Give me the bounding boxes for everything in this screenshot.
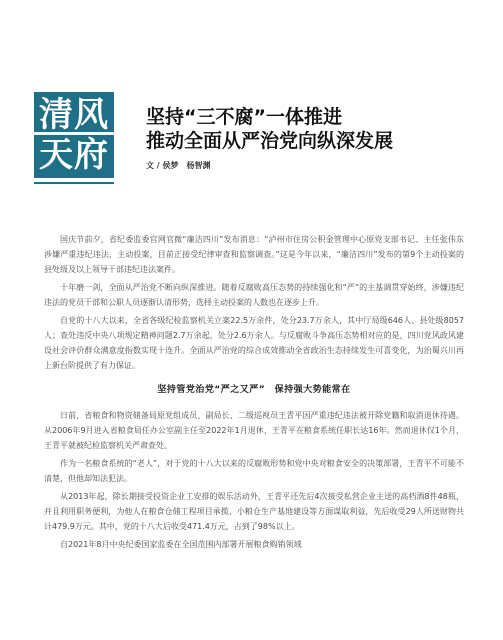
title-line-1: 坚持“三不腐”一体推进 (146, 106, 342, 128)
column-name-line1: 清风 (39, 95, 109, 135)
column-badge-text (34, 96, 114, 174)
paragraph: 十年磨一剑，全面从严治党不断向纵深推进。随着反腐败高压态势的持续强化和“严”的主基调贯穿始终，涉嫌违纪违法的党员干部和公职人员逐渐认清形势，选择主动投案的人数也在逐步上升。 (44, 283, 464, 307)
badge-underline (34, 182, 114, 184)
section-subheading: 坚持管党治党“严之又严” 保持强大势能常在 (157, 385, 351, 395)
paragraph: 日前，省粮食和物资储备局原党组成员、副局长、二级巡视员王青平因严重违纪违法被开除党籍和取消退休待遇。从2006年9月进入省粮食局任办公室副主任至2022年1月退休，王青平在粮食系统任职长达16年。然而退休仅1个月，王青平就被纪检监察机关严肃查处。 (44, 411, 464, 450)
paragraph: 自党的十八大以来，全省各级纪检监察机关立案22.5万余件，处分23.7万余人，其中厅局级646人、县处级8057人；查处违反中央八项规定精神问题2.7万余起，处分2.6万余人。与反腐败斗争高压态势相对应的是，四川党风政风建设社会评价群众满意度指数实现十连升。全面从严治党的综合成效推动全省政治生态持续发生可喜变化，为治蜀兴川再上新台阶提供了有力保证。 (44, 316, 464, 370)
byline: 文 / 侯梦 杨智渊 (146, 161, 211, 170)
paragraph: 从2013年起，除长期接受投资企业工安排的娱乐活动外，王青平还先后4次接受私营企业主送的高档酒8件48瓶，并且利用职务便利，为他人在粮食仓储工程项目承揽、小粮仓生产基地建设等方面谋取利益，先后收受29人所送财物共计479.9万元。其中，党的十八大后收受471.4万元，占到了98%以上。 (44, 492, 464, 531)
article-title (146, 105, 476, 153)
column-name-line2: 天府 (39, 135, 109, 175)
paragraph: 国庆节前夕，省纪委监委官网官微“廉洁四川”发布消息：“泸州市住房公积金管理中心原党支部书记、主任张伟东涉嫌严重违纪违法，主动投案，目前正接受纪律审查和监察调查。”这是今年以来，“廉洁四川”发布的第9个主动投案的县处级及以上领导干部违纪违法案件。 (44, 235, 464, 274)
article-body (44, 232, 464, 555)
paragraph: 作为一名粮食系统的“老人”，对于党的十八大以来的反腐败形势和党中央对粮食安全的决策部署，王青平不可能不清楚，但他却知法犯法。 (44, 459, 464, 483)
paragraph: 自2021年8月中央纪委国家监委在全国范围内部署开展粮食购销领域 (60, 540, 302, 549)
column-badge (34, 92, 114, 178)
title-line-2: 推动全面从严治党向纵深发展 (146, 130, 394, 152)
